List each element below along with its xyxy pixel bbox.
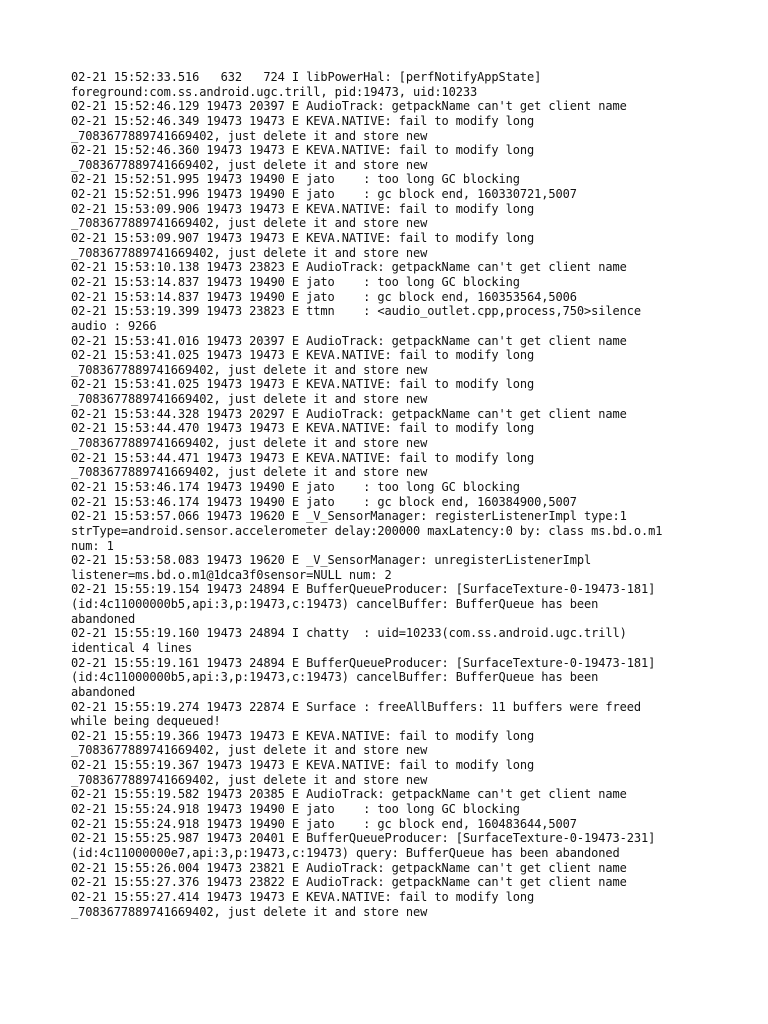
log-line: 02-21 15:52:51.995 19473 19490 E jato : too long GC blocking <box>71 172 520 187</box>
log-line: 02-21 15:55:24.918 19473 19490 E jato : too long GC blocking <box>71 802 520 817</box>
log-line: 02-21 15:52:46.129 19473 20397 E AudioTrack: getpackName can't get client name <box>71 99 627 114</box>
log-line: foreground:com.ss.android.ugc.trill, pid:19473, uid:10233 <box>71 84 478 99</box>
log-line: _7083677889741669402, just delete it and store new <box>71 216 428 231</box>
log-line: _7083677889741669402, just delete it and store new <box>71 157 428 172</box>
log-line: 02-21 15:55:19.154 19473 24894 E BufferQueueProducer: [SurfaceTexture-0-19473-181] <box>71 582 656 597</box>
log-line: _7083677889741669402, just delete it and store new <box>71 772 428 787</box>
log-line: _7083677889741669402, just delete it and store new <box>71 465 428 480</box>
log-line: abandoned <box>71 684 136 699</box>
log-line: (id:4c11000000e7,api:3,p:19473,c:19473) query: BufferQueue has been abandoned <box>71 845 620 860</box>
log-line: 02-21 15:53:46.174 19473 19490 E jato : too long GC blocking <box>71 479 520 494</box>
log-line: 02-21 15:53:10.138 19473 23823 E AudioTrack: getpackName can't get client name <box>71 260 627 275</box>
log-line: 02-21 15:55:24.918 19473 19490 E jato : gc block end, 160483644,5007 <box>71 816 577 831</box>
log-line: while being dequeued! <box>71 714 221 729</box>
log-line: 02-21 15:53:58.083 19473 19620 E _V_SensorManager: unregisterListenerImpl <box>71 553 592 568</box>
log-line: _7083677889741669402, just delete it and store new <box>71 436 428 451</box>
log-line: listener=ms.bd.o.m1@1dca3f0sensor=NULL num: 2 <box>71 567 392 582</box>
log-line: 02-21 15:55:19.160 19473 24894 I chatty : uid=10233(com.ss.android.ugc.trill) <box>71 626 627 641</box>
log-document <box>71 70 751 919</box>
log-line: 02-21 15:53:41.016 19473 20397 E AudioTrack: getpackName can't get client name <box>71 333 627 348</box>
log-line: 02-21 15:52:46.360 19473 19473 E KEVA.NATIVE: fail to modify long <box>71 143 535 158</box>
log-line: 02-21 15:55:26.004 19473 23821 E AudioTrack: getpackName can't get client name <box>71 860 627 875</box>
log-line: 02-21 15:53:44.470 19473 19473 E KEVA.NATIVE: fail to modify long <box>71 421 535 436</box>
log-line: 02-21 15:53:19.399 19473 23823 E ttmn : <audio_outlet.cpp,process,750>silence <box>71 304 641 319</box>
log-line: 02-21 15:53:14.837 19473 19490 E jato : too long GC blocking <box>71 274 520 289</box>
log-line: 02-21 15:52:46.349 19473 19473 E KEVA.NATIVE: fail to modify long <box>71 113 535 128</box>
log-line: num: 1 <box>71 538 114 553</box>
log-line: 02-21 15:53:41.025 19473 19473 E KEVA.NATIVE: fail to modify long <box>71 377 535 392</box>
log-line: 02-21 15:55:27.414 19473 19473 E KEVA.NATIVE: fail to modify long <box>71 889 535 904</box>
log-line: abandoned <box>71 611 136 626</box>
log-line: 02-21 15:53:44.471 19473 19473 E KEVA.NATIVE: fail to modify long <box>71 450 535 465</box>
log-line: _7083677889741669402, just delete it and store new <box>71 245 428 260</box>
log-line: (id:4c11000000b5,api:3,p:19473,c:19473) cancelBuffer: BufferQueue has been <box>71 597 599 612</box>
log-line: _7083677889741669402, just delete it and store new <box>71 362 428 377</box>
log-line: 02-21 15:55:19.582 19473 20385 E AudioTrack: getpackName can't get client name <box>71 787 627 802</box>
log-line: _7083677889741669402, just delete it and store new <box>71 904 428 919</box>
log-line: 02-21 15:52:51.996 19473 19490 E jato : gc block end, 160330721,5007 <box>71 187 577 202</box>
log-line: 02-21 15:55:19.366 19473 19473 E KEVA.NATIVE: fail to modify long <box>71 728 535 743</box>
log-line: _7083677889741669402, just delete it and store new <box>71 128 428 143</box>
log-line: _7083677889741669402, just delete it and store new <box>71 392 428 407</box>
log-line: 02-21 15:53:46.174 19473 19490 E jato : gc block end, 160384900,5007 <box>71 494 577 509</box>
log-line: 02-21 15:55:19.274 19473 22874 E Surface : freeAllBuffers: 11 buffers were freed <box>71 699 641 714</box>
log-line: 02-21 15:55:19.367 19473 19473 E KEVA.NATIVE: fail to modify long <box>71 758 535 773</box>
log-line: _7083677889741669402, just delete it and store new <box>71 743 428 758</box>
log-line: 02-21 15:55:19.161 19473 24894 E BufferQueueProducer: [SurfaceTexture-0-19473-181] <box>71 655 656 670</box>
log-line: 02-21 15:55:25.987 19473 20401 E BufferQueueProducer: [SurfaceTexture-0-19473-231] <box>71 831 656 846</box>
log-line: 02-21 15:53:44.328 19473 20297 E AudioTrack: getpackName can't get client name <box>71 406 627 421</box>
log-line: 02-21 15:53:14.837 19473 19490 E jato : gc block end, 160353564,5006 <box>71 289 577 304</box>
log-line: 02-21 15:53:09.906 19473 19473 E KEVA.NATIVE: fail to modify long <box>71 201 535 216</box>
log-line: (id:4c11000000b5,api:3,p:19473,c:19473) cancelBuffer: BufferQueue has been <box>71 670 599 685</box>
log-line: 02-21 15:52:33.516 632 724 I libPowerHal: [perfNotifyAppState] <box>71 70 542 84</box>
log-line: 02-21 15:55:27.376 19473 23822 E AudioTrack: getpackName can't get client name <box>71 875 627 890</box>
log-line: identical 4 lines <box>71 640 193 655</box>
log-line: strType=android.sensor.accelerometer delay:200000 maxLatency:0 by: class ms.bd.o.m1 <box>71 523 663 538</box>
log-line: audio : 9266 <box>71 318 157 333</box>
log-line: 02-21 15:53:41.025 19473 19473 E KEVA.NATIVE: fail to modify long <box>71 348 535 363</box>
log-line: 02-21 15:53:57.066 19473 19620 E _V_SensorManager: registerListenerImpl type:1 <box>71 509 627 524</box>
log-line: 02-21 15:53:09.907 19473 19473 E KEVA.NATIVE: fail to modify long <box>71 231 535 246</box>
